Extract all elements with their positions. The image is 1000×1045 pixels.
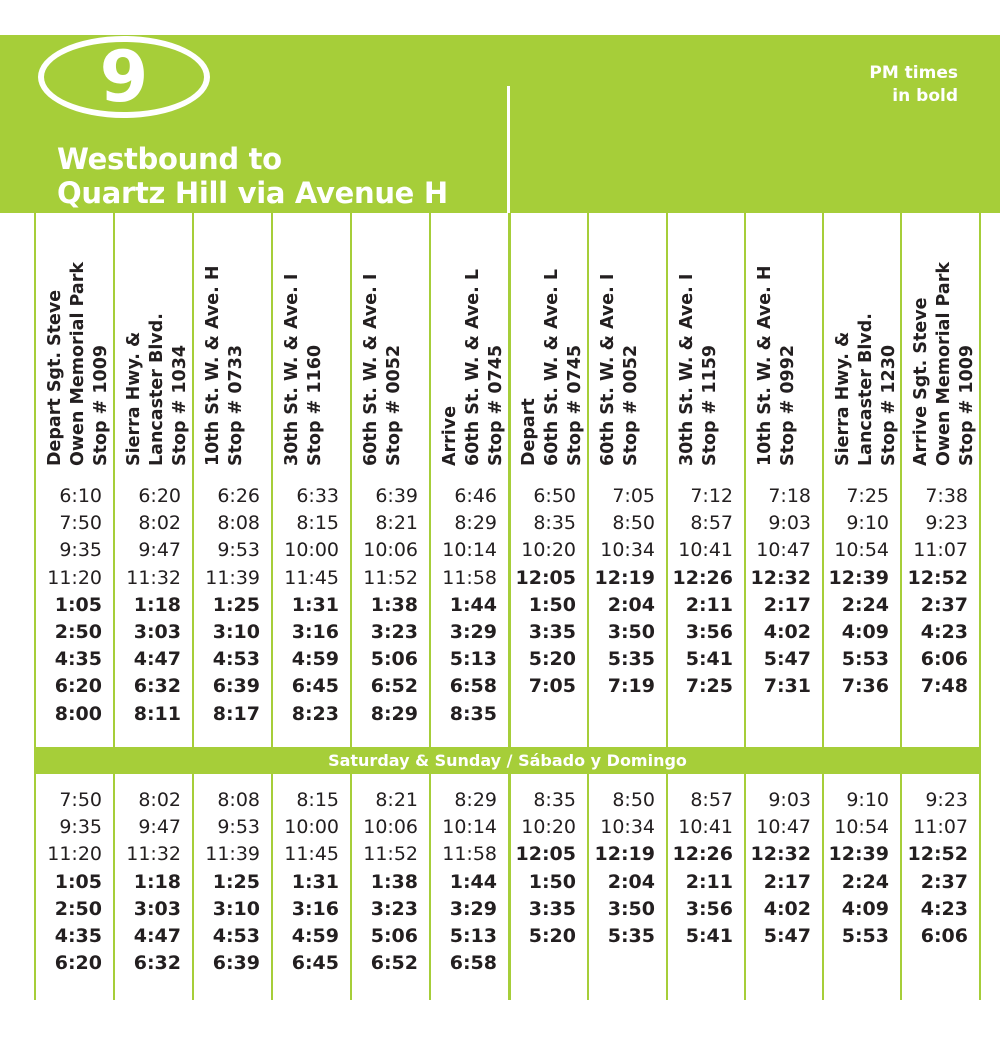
- time-cell: 10:54: [834, 816, 889, 839]
- time-cell: 8:29: [370, 702, 418, 725]
- time-cell: 5:06: [370, 925, 418, 948]
- time-cell: 4:09: [841, 897, 889, 920]
- time-cell: 8:02: [138, 512, 181, 535]
- time-cell: 9:53: [217, 816, 260, 839]
- time-cell: 5:13: [449, 925, 497, 948]
- column-header-line: Owen Memorial Park: [68, 262, 88, 466]
- time-cell: 11:45: [284, 566, 339, 589]
- time-cell: 3:50: [607, 621, 655, 644]
- time-cell: 4:09: [841, 621, 889, 644]
- time-cell: 11:45: [284, 843, 339, 866]
- weekday-time-column: [272, 483, 339, 728]
- route-title-line2: Quartz Hill via Avenue H: [57, 176, 448, 210]
- weekday-time-column: [667, 483, 733, 701]
- time-cell: 10:34: [600, 539, 655, 562]
- column-header: [754, 228, 824, 466]
- time-cell: 5:41: [685, 925, 733, 948]
- time-cell: 8:35: [533, 512, 576, 535]
- weekday-time-column: [745, 483, 811, 701]
- time-cell: 12:05: [515, 566, 576, 589]
- time-cell: 2:24: [841, 870, 889, 893]
- time-cell: 3:29: [449, 621, 497, 644]
- time-cell: 9:03: [768, 512, 811, 535]
- time-cell: 3:35: [528, 621, 576, 644]
- column-header-line: Stop # 0733: [226, 344, 246, 466]
- time-cell: 6:52: [370, 675, 418, 698]
- column-header: [360, 228, 430, 466]
- time-cell: 4:02: [763, 621, 811, 644]
- time-cell: 1:50: [528, 593, 576, 616]
- column-header-line: Depart Sgt. Steve: [45, 289, 65, 466]
- time-cell: 11:20: [47, 566, 102, 589]
- time-cell: 12:19: [594, 566, 655, 589]
- column-header: [676, 228, 746, 466]
- time-cell: 3:29: [449, 897, 497, 920]
- time-cell: 9:03: [768, 789, 811, 811]
- time-cell: 8:08: [217, 512, 260, 535]
- header-divider: [507, 86, 510, 213]
- time-cell: 10:00: [284, 539, 339, 562]
- column-header-line: 10th St. W. & Ave. H: [755, 265, 775, 466]
- time-cell: 11:07: [913, 539, 968, 562]
- time-cell: 5:35: [607, 648, 655, 671]
- time-cell: 8:08: [217, 789, 260, 811]
- time-cell: 12:39: [828, 566, 889, 589]
- time-cell: 9:35: [59, 816, 102, 839]
- time-cell: 4:59: [291, 648, 339, 671]
- column-header-line: Sierra Hwy. &: [833, 331, 853, 466]
- route-number: 9: [99, 36, 149, 118]
- time-cell: 11:32: [126, 843, 181, 866]
- time-cell: 6:06: [920, 648, 968, 671]
- time-cell: 11:52: [363, 566, 418, 589]
- time-cell: 6:58: [449, 952, 497, 975]
- time-cell: 12:26: [672, 843, 733, 866]
- time-cell: 8:21: [375, 512, 418, 535]
- time-cell: 9:23: [925, 789, 968, 811]
- time-cell: 1:05: [54, 870, 102, 893]
- column-header-line: Arrive: [440, 405, 460, 466]
- time-cell: 6:50: [533, 485, 576, 507]
- column-header-line: Sierra Hwy. &: [124, 331, 144, 466]
- column-header-text: [754, 228, 800, 466]
- time-cell: 12:52: [907, 566, 968, 589]
- column-header-line: Stop # 1160: [305, 344, 325, 466]
- time-cell: 10:20: [521, 816, 576, 839]
- column-header: [123, 228, 193, 466]
- weekend-time-column: [193, 787, 260, 977]
- time-cell: 3:16: [291, 621, 339, 644]
- column-header-text: [676, 228, 722, 466]
- weekend-time-column: [114, 787, 181, 977]
- weekend-label: Saturday & Sunday / Sábado y Domingo: [328, 751, 687, 770]
- column-header: [832, 228, 902, 466]
- time-cell: 7:19: [607, 675, 655, 698]
- time-cell: 1:38: [370, 870, 418, 893]
- column-header-line: 60th St. W. & Ave. I: [598, 273, 618, 466]
- time-cell: 8:29: [454, 789, 497, 811]
- weekend-time-column: [272, 787, 339, 977]
- time-cell: 7:38: [925, 485, 968, 507]
- time-cell: 5:41: [685, 648, 733, 671]
- time-cell: 3:56: [685, 621, 733, 644]
- column-header: [202, 228, 272, 466]
- time-cell: 2:11: [685, 870, 733, 893]
- column-header-text: [281, 228, 327, 466]
- time-cell: 12:19: [594, 843, 655, 866]
- time-cell: 6:33: [296, 485, 339, 507]
- time-cell: 2:37: [920, 870, 968, 893]
- column-header-line: 10th St. W. & Ave. H: [203, 265, 223, 466]
- time-cell: 7:05: [528, 675, 576, 698]
- time-cell: 5:06: [370, 648, 418, 671]
- time-cell: 8:57: [690, 512, 733, 535]
- weekday-time-column: [509, 483, 576, 701]
- weekend-time-column: [35, 787, 102, 977]
- time-cell: 8:23: [291, 702, 339, 725]
- column-header: [44, 228, 114, 466]
- time-cell: 4:23: [920, 621, 968, 644]
- time-cell: 7:05: [612, 485, 655, 507]
- weekend-time-column: [509, 787, 576, 950]
- time-cell: 6:45: [291, 675, 339, 698]
- time-cell: 12:05: [515, 843, 576, 866]
- time-cell: 1:38: [370, 593, 418, 616]
- weekday-time-column: [823, 483, 889, 701]
- time-cell: 8:15: [296, 512, 339, 535]
- time-cell: 4:47: [133, 648, 181, 671]
- time-cell: 8:35: [533, 789, 576, 811]
- weekday-time-column: [430, 483, 497, 728]
- time-cell: 9:47: [138, 816, 181, 839]
- time-cell: 4:02: [763, 897, 811, 920]
- time-cell: 2:24: [841, 593, 889, 616]
- time-cell: 1:18: [133, 870, 181, 893]
- time-cell: 6:20: [138, 485, 181, 507]
- pm-note-line1: PM times: [869, 63, 958, 83]
- time-cell: 8:35: [449, 702, 497, 725]
- time-cell: 9:10: [846, 789, 889, 811]
- weekend-time-column: [823, 787, 889, 950]
- time-cell: 4:53: [212, 648, 260, 671]
- time-cell: 6:10: [59, 485, 102, 507]
- column-header-line: Depart: [519, 398, 539, 466]
- time-cell: 11:58: [442, 566, 497, 589]
- time-cell: 11:32: [126, 566, 181, 589]
- time-cell: 6:32: [133, 952, 181, 975]
- time-cell: 10:14: [442, 539, 497, 562]
- column-header-line: Stop # 1009: [91, 344, 111, 466]
- time-cell: 1:25: [212, 593, 260, 616]
- time-cell: 2:11: [685, 593, 733, 616]
- time-cell: 3:50: [607, 897, 655, 920]
- time-cell: 1:31: [291, 593, 339, 616]
- time-cell: 10:47: [756, 816, 811, 839]
- time-cell: 1:05: [54, 593, 102, 616]
- time-cell: 5:47: [763, 925, 811, 948]
- column-header-line: Lancaster Blvd.: [147, 313, 167, 466]
- pm-note-line2: in bold: [892, 86, 958, 106]
- time-cell: 9:53: [217, 539, 260, 562]
- time-cell: 6:45: [291, 952, 339, 975]
- time-cell: 2:17: [763, 870, 811, 893]
- time-cell: 2:50: [54, 621, 102, 644]
- time-cell: 11:58: [442, 843, 497, 866]
- time-cell: 10:14: [442, 816, 497, 839]
- time-cell: 7:12: [690, 485, 733, 507]
- time-cell: 3:03: [133, 621, 181, 644]
- time-cell: 9:47: [138, 539, 181, 562]
- time-cell: 10:41: [678, 816, 733, 839]
- time-cell: 4:35: [54, 648, 102, 671]
- time-cell: 7:25: [846, 485, 889, 507]
- weekday-time-column: [35, 483, 102, 728]
- time-cell: 1:44: [449, 593, 497, 616]
- column-header-text: [360, 228, 406, 466]
- column-header: [518, 228, 588, 466]
- time-cell: 4:23: [920, 897, 968, 920]
- column-header-line: 30th St. W. & Ave. I: [677, 273, 697, 466]
- time-cell: 8:50: [612, 512, 655, 535]
- column-header: [597, 228, 667, 466]
- time-cell: 1:50: [528, 870, 576, 893]
- time-cell: 3:56: [685, 897, 733, 920]
- column-header: [910, 228, 980, 466]
- time-cell: 2:04: [607, 870, 655, 893]
- column-header-line: 30th St. W. & Ave. I: [282, 273, 302, 466]
- column-header-text: [910, 228, 979, 466]
- column-header-line: Arrive Sgt. Steve: [911, 297, 931, 466]
- time-cell: 8:21: [375, 789, 418, 811]
- column-header-line: Stop # 0745: [486, 344, 506, 466]
- time-cell: 5:53: [841, 925, 889, 948]
- time-cell: 1:18: [133, 593, 181, 616]
- time-cell: 9:10: [846, 512, 889, 535]
- column-header-line: Stop # 0052: [384, 344, 404, 466]
- time-cell: 11:07: [913, 816, 968, 839]
- time-cell: 11:52: [363, 843, 418, 866]
- column-header-line: Stop # 1230: [879, 344, 899, 466]
- time-cell: 7:50: [59, 512, 102, 535]
- column-header: [439, 228, 509, 466]
- time-cell: 4:35: [54, 925, 102, 948]
- time-cell: 3:23: [370, 897, 418, 920]
- time-cell: 8:57: [690, 789, 733, 811]
- time-cell: 8:50: [612, 789, 655, 811]
- time-cell: 3:10: [212, 897, 260, 920]
- time-cell: 7:36: [841, 675, 889, 698]
- time-cell: 6:52: [370, 952, 418, 975]
- time-cell: 7:18: [768, 485, 811, 507]
- time-cell: 1:44: [449, 870, 497, 893]
- weekend-time-column: [588, 787, 655, 950]
- time-cell: 3:35: [528, 897, 576, 920]
- time-cell: 7:48: [920, 675, 968, 698]
- time-cell: 11:39: [205, 843, 260, 866]
- column-header-line: Lancaster Blvd.: [856, 313, 876, 466]
- time-cell: 8:17: [212, 702, 260, 725]
- time-cell: 6:58: [449, 675, 497, 698]
- weekday-time-column: [588, 483, 655, 701]
- time-cell: 12:32: [750, 843, 811, 866]
- time-cell: 12:39: [828, 843, 889, 866]
- time-cell: 6:32: [133, 675, 181, 698]
- weekday-time-column: [351, 483, 418, 728]
- column-header-line: Stop # 0992: [778, 344, 798, 466]
- time-cell: 7:31: [763, 675, 811, 698]
- time-cell: 7:50: [59, 789, 102, 811]
- column-header-line: 60th St. W. & Ave. L: [463, 268, 483, 466]
- time-cell: 2:37: [920, 593, 968, 616]
- time-cell: 5:53: [841, 648, 889, 671]
- time-cell: 6:39: [212, 952, 260, 975]
- time-cell: 8:11: [133, 702, 181, 725]
- column-header-text: [597, 228, 643, 466]
- column-header-line: 60th St. W. & Ave. I: [361, 273, 381, 466]
- column-header-line: Stop # 1009: [957, 344, 977, 466]
- time-cell: 3:03: [133, 897, 181, 920]
- time-cell: 8:02: [138, 789, 181, 811]
- weekday-time-column: [901, 483, 968, 701]
- column-header-text: [44, 228, 113, 466]
- time-cell: 3:10: [212, 621, 260, 644]
- time-cell: 8:15: [296, 789, 339, 811]
- column-header-text: [123, 228, 192, 466]
- time-cell: 8:00: [54, 702, 102, 725]
- weekend-time-column: [901, 787, 968, 950]
- time-cell: 10:54: [834, 539, 889, 562]
- column-header-line: Stop # 1034: [170, 344, 190, 466]
- route-title: [57, 142, 448, 210]
- time-cell: 6:39: [375, 485, 418, 507]
- time-cell: 4:47: [133, 925, 181, 948]
- column-header-text: [439, 228, 508, 466]
- time-cell: 6:06: [920, 925, 968, 948]
- time-cell: 5:20: [528, 648, 576, 671]
- weekday-time-column: [114, 483, 181, 728]
- time-cell: 9:23: [925, 512, 968, 535]
- time-cell: 10:34: [600, 816, 655, 839]
- time-cell: 6:46: [454, 485, 497, 507]
- time-cell: 6:20: [54, 675, 102, 698]
- route-title-line1: Westbound to: [57, 142, 282, 176]
- time-cell: 10:41: [678, 539, 733, 562]
- time-cell: 10:00: [284, 816, 339, 839]
- time-cell: 10:06: [363, 539, 418, 562]
- time-cell: 10:06: [363, 816, 418, 839]
- column-header: [281, 228, 351, 466]
- time-cell: 12:52: [907, 843, 968, 866]
- time-cell: 10:20: [521, 539, 576, 562]
- time-cell: 2:50: [54, 897, 102, 920]
- time-cell: 1:31: [291, 870, 339, 893]
- time-cell: 5:13: [449, 648, 497, 671]
- time-cell: 6:26: [217, 485, 260, 507]
- weekend-time-column: [430, 787, 497, 977]
- time-cell: 10:47: [756, 539, 811, 562]
- time-cell: 4:59: [291, 925, 339, 948]
- time-cell: 4:53: [212, 925, 260, 948]
- column-header-line: Stop # 0052: [621, 344, 641, 466]
- pm-times-note: [869, 62, 958, 108]
- time-cell: 12:26: [672, 566, 733, 589]
- time-cell: 3:16: [291, 897, 339, 920]
- time-cell: 11:39: [205, 566, 260, 589]
- time-cell: 5:35: [607, 925, 655, 948]
- time-cell: 6:20: [54, 952, 102, 975]
- column-header-text: [518, 228, 587, 466]
- time-cell: 9:35: [59, 539, 102, 562]
- weekend-time-column: [351, 787, 418, 977]
- column-header-line: Stop # 0745: [565, 344, 585, 466]
- column-header-text: [832, 228, 901, 466]
- time-cell: 2:17: [763, 593, 811, 616]
- time-cell: 8:29: [454, 512, 497, 535]
- time-cell: 1:25: [212, 870, 260, 893]
- time-cell: 11:20: [47, 843, 102, 866]
- column-header-line: Stop # 1159: [700, 344, 720, 466]
- time-cell: 5:47: [763, 648, 811, 671]
- column-header-text: [202, 228, 248, 466]
- column-header-line: Owen Memorial Park: [934, 262, 954, 466]
- time-cell: 5:20: [528, 925, 576, 948]
- weekday-time-column: [193, 483, 260, 728]
- column-header-line: 60th St. W. & Ave. L: [542, 268, 562, 466]
- time-cell: 12:32: [750, 566, 811, 589]
- weekend-time-column: [667, 787, 733, 950]
- time-cell: 6:39: [212, 675, 260, 698]
- time-cell: 7:25: [685, 675, 733, 698]
- time-cell: 2:04: [607, 593, 655, 616]
- weekend-time-column: [745, 787, 811, 950]
- time-cell: 3:23: [370, 621, 418, 644]
